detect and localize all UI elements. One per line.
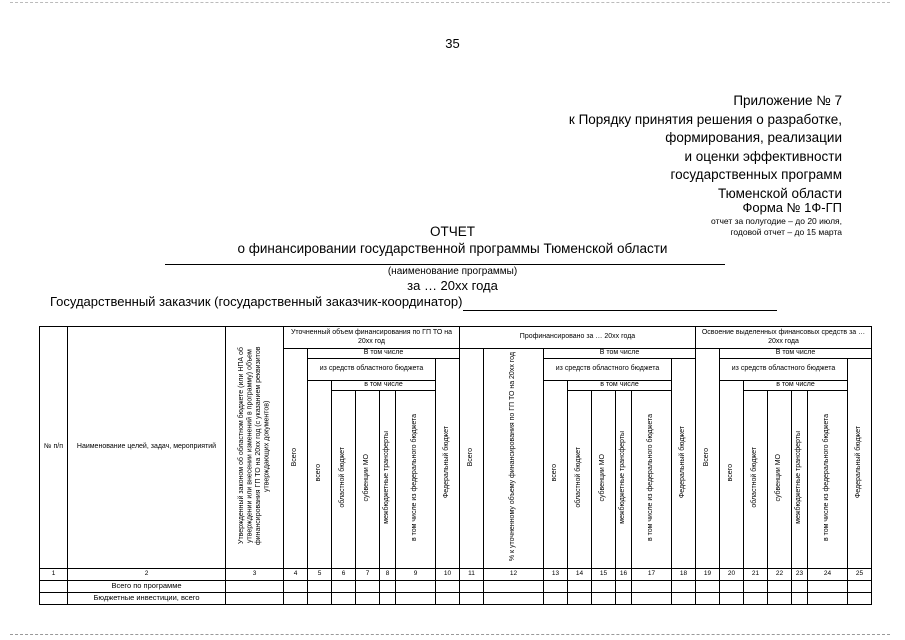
table-cell	[848, 593, 872, 605]
form-note: годовой отчет – до 15 марта	[730, 227, 842, 237]
header-in-including: в том числе	[332, 381, 436, 391]
table-cell	[744, 593, 768, 605]
table-cell	[720, 593, 744, 605]
table-cell	[808, 593, 848, 605]
table-cell	[356, 581, 380, 593]
group-financed: Профинансировано за … 20хх года	[460, 327, 696, 349]
table-row	[40, 581, 872, 593]
column-number: 1	[40, 569, 68, 581]
header-incl-federal-text: в том числе из федерального бюджета	[823, 414, 831, 542]
header-interbudget-text: межбюджетные трансферты	[383, 431, 391, 525]
customer-line	[463, 310, 777, 311]
table-cell	[380, 593, 396, 605]
column-number: 2	[68, 569, 226, 581]
column-number: 18	[672, 569, 696, 581]
header-regional-text: областной бюджет	[339, 447, 347, 509]
column-number: 8	[380, 569, 396, 581]
table-cell	[544, 581, 568, 593]
header-name: Наименование целей, задач, мероприятий	[68, 327, 226, 569]
column-number: 22	[768, 569, 792, 581]
table-cell	[632, 581, 672, 593]
header-percent	[484, 349, 544, 569]
column-number: 17	[632, 569, 672, 581]
table-cell	[460, 581, 484, 593]
header-total	[696, 349, 720, 569]
table-cell	[484, 593, 544, 605]
header-subventions	[768, 391, 792, 569]
appendix-line: и оценки эффективности	[684, 148, 842, 164]
column-number: 21	[744, 569, 768, 581]
header-total-text: Всего	[291, 447, 299, 466]
header-all-text: всего	[727, 464, 735, 482]
table-row	[40, 593, 872, 605]
column-number: 15	[592, 569, 616, 581]
appendix-line: формирования, реализации	[665, 130, 842, 146]
header-all	[544, 381, 568, 569]
table-cell	[808, 581, 848, 593]
customer-label: Государственный заказчик (государственный заказчик-координатор)	[50, 294, 463, 309]
table-cell	[568, 581, 592, 593]
header-in-total: В том числе	[720, 349, 872, 359]
header-from-regional: из средств областного бюджета	[720, 359, 848, 381]
row-label: Бюджетные инвестиции, всего	[68, 593, 226, 605]
header-in-including: в том числе	[744, 381, 848, 391]
header-regional-text: областной бюджет	[751, 447, 759, 509]
table-cell	[332, 581, 356, 593]
header-all	[720, 381, 744, 569]
column-number: 24	[808, 569, 848, 581]
program-name-caption: (наименование программы)	[387, 266, 518, 277]
table-cell	[792, 581, 808, 593]
group-mastered: Освоение выделенных финансовых средств за … 20хх года	[696, 327, 872, 349]
column-number: 7	[356, 569, 380, 581]
report-title: ОТЧЕТ	[430, 224, 475, 239]
column-number: 6	[332, 569, 356, 581]
header-total	[460, 349, 484, 569]
financing-table	[39, 326, 872, 605]
table-cell	[396, 593, 436, 605]
header-interbudget	[616, 391, 632, 569]
appendix-line: Приложение № 7	[733, 93, 842, 108]
header-percent-text: % к уточненному объему финансирования по ГП ТО на 20хх год	[509, 352, 517, 562]
header-approved	[226, 327, 284, 569]
header-interbudget-text: межбюджетные трансферты	[619, 431, 627, 525]
header-incl-federal	[396, 391, 436, 569]
header-all	[308, 381, 332, 569]
column-number: 23	[792, 569, 808, 581]
table-cell	[40, 593, 68, 605]
header-in-total: В том числе	[308, 349, 460, 359]
group-refined: Уточненный объем финансирования по ГП ТО на 20хх год	[284, 327, 460, 349]
header-from-regional: из средств областного бюджета	[544, 359, 672, 381]
table-cell	[226, 593, 284, 605]
table-cell	[226, 581, 284, 593]
program-name-line	[165, 264, 725, 265]
column-numbers-row	[40, 569, 872, 581]
row-label: Всего по программе	[68, 581, 226, 593]
table-cell	[616, 581, 632, 593]
header-total-text: Всего	[467, 447, 475, 466]
header-federal-text: Федеральный бюджет	[443, 425, 451, 498]
header-incl-federal	[808, 391, 848, 569]
table-cell	[568, 593, 592, 605]
table-cell	[696, 593, 720, 605]
column-number: 4	[284, 569, 308, 581]
column-number: 19	[696, 569, 720, 581]
table-cell	[672, 593, 696, 605]
table-cell	[396, 581, 436, 593]
column-number: 14	[568, 569, 592, 581]
table-cell	[672, 581, 696, 593]
header-federal	[672, 359, 696, 569]
header-subventions-text: субвенции МО	[599, 453, 607, 502]
table-cell	[768, 593, 792, 605]
table-cell	[436, 581, 460, 593]
report-heading	[0, 223, 905, 257]
column-number: 20	[720, 569, 744, 581]
table-cell	[696, 581, 720, 593]
header-regional	[744, 391, 768, 569]
form-title: Форма № 1Ф-ГП	[742, 200, 842, 215]
column-number: 25	[848, 569, 872, 581]
table-cell	[40, 581, 68, 593]
table-cell	[632, 593, 672, 605]
header-incl-federal	[632, 391, 672, 569]
top-edge-dashes	[10, 2, 890, 3]
appendix-block	[569, 92, 842, 204]
header-federal-text: Федеральный бюджет	[855, 425, 863, 498]
page-number: 35	[445, 36, 460, 51]
header-incl-federal-text: в том числе из федерального бюджета	[411, 414, 419, 542]
appendix-line: Тюменской области	[718, 185, 842, 201]
header-regional	[332, 391, 356, 569]
column-number: 13	[544, 569, 568, 581]
header-federal	[436, 359, 460, 569]
table-cell	[284, 581, 308, 593]
table-cell	[744, 581, 768, 593]
column-number: 3	[226, 569, 284, 581]
header-subventions-text: субвенции МО	[363, 453, 371, 502]
appendix-line: государственных программ	[670, 167, 842, 183]
header-regional	[568, 391, 592, 569]
table-cell	[792, 593, 808, 605]
bottom-edge-dashes	[10, 634, 890, 635]
header-incl-federal-text: в том числе из федерального бюджета	[647, 414, 655, 542]
table-cell	[284, 593, 308, 605]
report-period: за … 20хх года	[407, 278, 498, 293]
header-interbudget-text: межбюджетные трансферты	[795, 431, 803, 525]
table-cell	[768, 581, 792, 593]
header-subventions	[592, 391, 616, 569]
table-cell	[544, 593, 568, 605]
table-cell	[332, 593, 356, 605]
column-number: 10	[436, 569, 460, 581]
header-in-including: в том числе	[568, 381, 672, 391]
table-cell	[592, 593, 616, 605]
table-cell	[848, 581, 872, 593]
header-interbudget	[380, 391, 396, 569]
appendix-line: к Порядку принятия решения о разработке,	[568, 111, 842, 127]
table-cell	[308, 593, 332, 605]
header-from-regional: из средств областного бюджета	[308, 359, 436, 381]
header-in-total: В том числе	[544, 349, 696, 359]
column-number: 12	[484, 569, 544, 581]
table-cell	[460, 593, 484, 605]
table-cell	[436, 593, 460, 605]
table-cell	[356, 593, 380, 605]
table-cell	[484, 581, 544, 593]
header-total-text: Всего	[703, 447, 711, 466]
header-all-text: всего	[551, 464, 559, 482]
column-number: 16	[616, 569, 632, 581]
header-no: № п/п	[40, 327, 68, 569]
header-subventions	[356, 391, 380, 569]
header-interbudget	[792, 391, 808, 569]
header-total	[284, 349, 308, 569]
form-note: отчет за полугодие – до 20 июля,	[711, 216, 842, 226]
header-subventions-text: субвенции МО	[775, 453, 783, 502]
report-subtitle: о финансировании государственной программы Тюменской области	[237, 241, 668, 256]
table-cell	[720, 581, 744, 593]
header-regional-text: областной бюджет	[575, 447, 583, 509]
table-cell	[592, 581, 616, 593]
column-number: 5	[308, 569, 332, 581]
table-cell	[308, 581, 332, 593]
table-cell	[616, 593, 632, 605]
table-cell	[380, 581, 396, 593]
header-approved-text: Утвержденный законом об областном бюджете (или НПА об утверждении или внесении изменений в программу) объем финансирования ГП ТО на 20хх год (с указанием реквизитов утверждающих документов)	[237, 346, 270, 545]
column-number: 11	[460, 569, 484, 581]
header-federal-text: Федеральный бюджет	[679, 425, 687, 498]
header-federal	[848, 359, 872, 569]
header-all-text: всего	[315, 464, 323, 482]
column-number: 9	[396, 569, 436, 581]
